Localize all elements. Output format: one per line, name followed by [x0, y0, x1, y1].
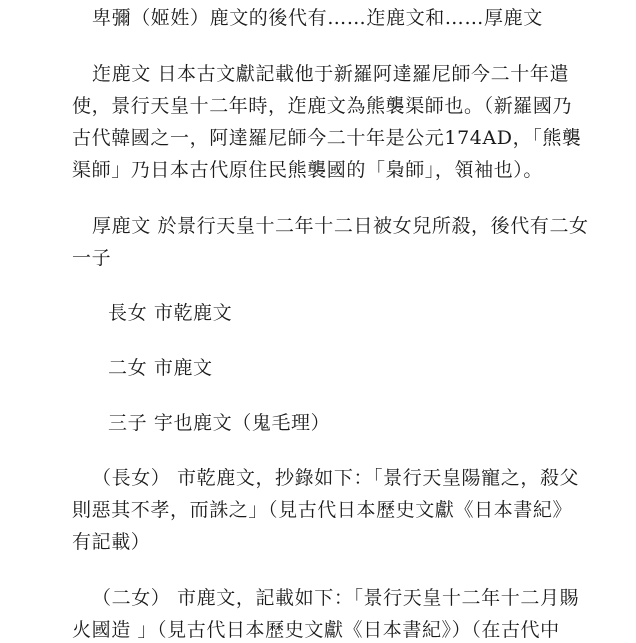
child-list-item: 三子 宇也鹿文（鬼毛理）: [108, 412, 331, 434]
paragraph1-line-1: 迮鹿文 日本古文獻記載他于新羅阿達羅尼師今二十年遣: [92, 63, 570, 85]
child-list-item: 長女 市乾鹿文: [108, 302, 233, 324]
paragraph3-line-3: 有記載）: [72, 531, 151, 553]
paragraph4-line-1: （二女） 市鹿文，記載如下：「景行天皇十二年十二月賜: [92, 587, 580, 609]
paragraph2-line-1: 厚鹿文 於景行天皇十二年十二日被女兒所殺，後代有二女: [92, 215, 589, 237]
paragraph2-line-2: 一子: [72, 247, 112, 269]
paragraph3-line-2: 則惡其不孝，而誅之」（見古代日本歷史文獻《日本書紀》: [72, 499, 573, 521]
child-list-item: 二女 市鹿文: [108, 357, 213, 379]
paragraph4-line-2: 火國造 」（見古代日本歷史文獻《日本書紀》）（在古代中: [72, 619, 560, 641]
heading-line: 卑彌（姬姓）鹿文的後代有……迮鹿文和……厚鹿文: [92, 7, 543, 29]
paragraph3-line-1: （長女） 市乾鹿文，抄錄如下：「景行天皇陽寵之，殺父: [92, 467, 580, 489]
paragraph1-line-3: 古代韓國之一，阿達羅尼師今二十年是公元174AD，「熊襲: [72, 127, 582, 149]
paragraph1-line-4: 渠師」乃日本古代原住民熊襲國的「梟師」，領袖也）。: [72, 159, 544, 181]
paragraph1-line-2: 使，景行天皇十二年時，迮鹿文為熊襲渠師也。（新羅國乃: [72, 95, 573, 117]
